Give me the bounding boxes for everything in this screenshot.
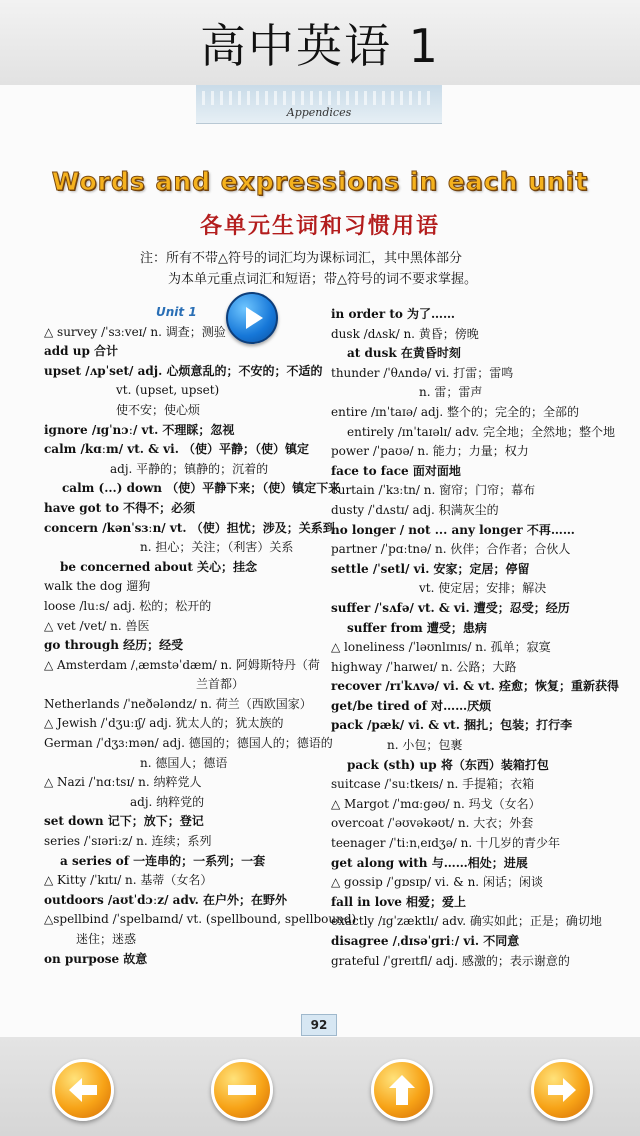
appendices-label: Appendices [286,106,352,119]
vocab-entry: 使不安；使心烦 [116,402,201,417]
vocab-entry: teenager /ˈtiːnˌeɪdʒə/ n. 十几岁的青少年 [331,836,561,851]
vocab-entry: curtain /ˈkɜːtn/ n. 窗帘；门帘；幕布 [331,483,536,498]
vocab-entry: pack /pæk/ vi. & vt. 捆扎；包装；打行李 [331,718,573,733]
page-title: 高中英语 1 [200,18,440,73]
right-vocab-column [331,305,619,971]
top-bar [0,0,640,85]
unit-label: Unit 1 [156,305,197,319]
vocab-entry: have got to 不得不；必须 [44,500,196,515]
vocab-entry: △ loneliness /ˈləʊnlɪnɪs/ n. 孤单；寂寞 [331,640,551,655]
vocab-entry: dusty /ˈdʌstɪ/ adj. 积满灰尘的 [331,502,499,517]
vocab-entry: power /ˈpaʊə/ n. 能力；力量；权力 [331,444,529,459]
vocab-entry: a series of 一连串的；一系列；一套 [60,853,266,868]
vocab-entry: suffer from 遭受；患病 [347,620,487,635]
minus-icon [222,1070,262,1110]
vocab-entry: series /ˈsɪəriːz/ n. 连续；系列 [44,834,212,849]
zoom-out-button[interactable] [211,1059,273,1121]
vocab-entry: △ vet /vet/ n. 兽医 [44,618,150,633]
vocab-entry: concern /kənˈsɜːn/ vt. （使）担忧；涉及；关系到 [44,520,335,535]
up-button[interactable] [371,1059,433,1121]
textbook-page [0,85,640,1037]
vocab-entry: 兰首都） [196,677,245,692]
vocab-entry: get/be tired of 对……厌烦 [331,698,492,713]
vocab-entry: set down 记下；放下；登记 [44,814,204,829]
vocab-entry: pack (sth) up 将（东西）装箱打包 [347,757,549,772]
vocab-entry: suitcase /ˈsuːtkeɪs/ n. 手提箱；衣箱 [331,777,535,792]
vocab-entry: get along with 与……相处；进展 [331,855,528,870]
vocab-entry: n. 雷；雷声 [419,385,483,400]
vocab-entry: n. 德国人；德语 [140,755,228,770]
vocab-entry: Netherlands /ˈneðələndz/ n. 荷兰（西欧国家） [44,696,312,711]
vocab-entry: ignore /ɪgˈnɔː/ vt. 不理睬；忽视 [44,422,235,437]
heading-english: Words and expressions in each unit [51,167,589,196]
vocab-entry: upset /ʌpˈset/ adj. 心烦意乱的；不安的；不适的 [44,363,323,378]
vocab-entry: grateful /ˈgreɪtfl/ adj. 感激的；表示谢意的 [331,953,570,968]
vocab-entry: disagree /ˌdɪsəˈgriː/ vi. 不同意 [331,934,520,948]
next-page-button[interactable] [531,1059,593,1121]
vocab-entry: entirely /ɪnˈtaɪəlɪ/ adv. 完全地；全然地；整个地 [347,424,615,439]
vocab-entry: exactly /ɪgˈzæktlɪ/ adv. 确实如此；正是；确切地 [331,914,602,929]
vocab-entry: loose /luːs/ adj. 松的；松开的 [44,598,212,613]
vocab-entry: suffer /ˈsʌfə/ vt. & vi. 遭受；忍受；经历 [331,600,570,615]
arrow-up-icon [382,1070,422,1110]
vocab-entry: recover /rɪˈkʌvə/ vi. & vt. 痊愈；恢复；重新获得 [331,679,619,694]
vocab-entry: face to face 面对面地 [331,463,461,478]
note-text [140,248,520,290]
vocab-entry: at dusk 在黄昏时刻 [347,346,461,361]
vocab-entry: △ gossip /ˈgɒsɪp/ vi. & n. 闲话；闲谈 [331,875,543,890]
vocab-entry: add up 合计 [44,344,119,359]
vocab-entry: 迷住；迷惑 [76,932,137,946]
heading-chinese: 各单元生词和习惯用语 [199,213,440,239]
vocab-entry: overcoat /ˈəʊvəkəʊt/ n. 大衣；外套 [331,816,534,831]
vocab-entry: walk the dog 遛狗 [44,579,151,594]
vocab-entry: entire /ɪnˈtaɪə/ adj. 整个的；完全的；全部的 [331,404,580,419]
vocab-entry: dusk /dʌsk/ n. 黄昏；傍晚 [331,326,479,341]
vocab-entry: be concerned about 关心；挂念 [60,559,258,574]
vocab-entry: vt. 使定居；安排；解决 [419,581,547,596]
vocab-entry: no longer / not ... any longer 不再…… [331,522,575,537]
vocab-entry: go through 经历；经受 [44,638,184,653]
bottom-toolbar [0,1037,640,1136]
vocab-entry: △ Jewish /ˈdʒuːɪʃ/ adj. 犹太人的；犹太族的 [44,716,284,731]
arrow-right-icon [542,1070,582,1110]
page-number: 92 [301,1014,337,1036]
vocab-entry: outdoors /aʊtˈdɔːz/ adv. 在户外；在野外 [44,892,287,907]
vocab-entry: n. 担心；关注；（利害）关系 [140,540,294,555]
vocab-entry: fall in love 相爱；爱上 [331,894,467,909]
vocab-entry: settle /ˈsetl/ vi. 安家；定居；停留 [331,561,530,576]
vocab-entry: partner /ˈpɑːtnə/ n. 伙伴；合作者；合伙人 [331,542,571,557]
vocab-entry: △ Nazi /ˈnɑːtsɪ/ n. 纳粹党人 [44,775,202,790]
vocab-entry: thunder /ˈθʌndə/ vi. 打雷；雷鸣 [331,365,514,380]
vocab-entry: △ Kitty /ˈkɪtɪ/ n. 基蒂（女名） [44,873,213,888]
vocab-entry: vt. (upset, upset) [116,383,220,398]
vocab-entry: on purpose 故意 [44,951,148,966]
note-line-1: 注：所有不带△符号的词汇均为课标词汇，其中黑体部分 [140,251,462,266]
vocab-entry: calm (...) down （使）平静下来；（使）镇定下来 [62,481,341,496]
appendices-pattern [202,91,436,105]
vocab-entry: German /ˈdʒɜːmən/ adj. 德国的；德国人的；德语的 [44,736,333,751]
vocab-entry: △ survey /ˈsɜːveɪ/ n. 调查；测验 [44,324,226,339]
vocab-entry: adj. 纳粹党的 [130,794,205,809]
appendices-tab [196,85,442,124]
vocab-entry: △ Amsterdam /ˌæmstəˈdæm/ n. 阿姆斯特丹（荷 [44,657,320,672]
vocab-entry: n. 小包；包裹 [387,738,463,753]
note-line-2: 为本单元重点词汇和短语；带△符号的词不要求掌握。 [168,272,477,287]
vocab-entry: highway /ˈhaɪweɪ/ n. 公路；大路 [331,659,517,674]
arrow-left-icon [63,1070,103,1110]
vocab-entry: adj. 平静的；镇静的；沉着的 [110,461,269,476]
vocab-entry: in order to 为了…… [331,307,456,321]
left-vocab-column [44,303,357,969]
vocab-entry: calm /kɑːm/ vt. & vi. （使）平静；（使）镇定 [44,442,310,457]
vocab-entry: △spellbind /ˈspelbaɪnd/ vt. (spellbound, spellbound) [44,912,357,927]
previous-page-button[interactable] [52,1059,114,1121]
vocab-entry: △ Margot /ˈmɑːgəʊ/ n. 玛戈（女名） [331,796,541,811]
